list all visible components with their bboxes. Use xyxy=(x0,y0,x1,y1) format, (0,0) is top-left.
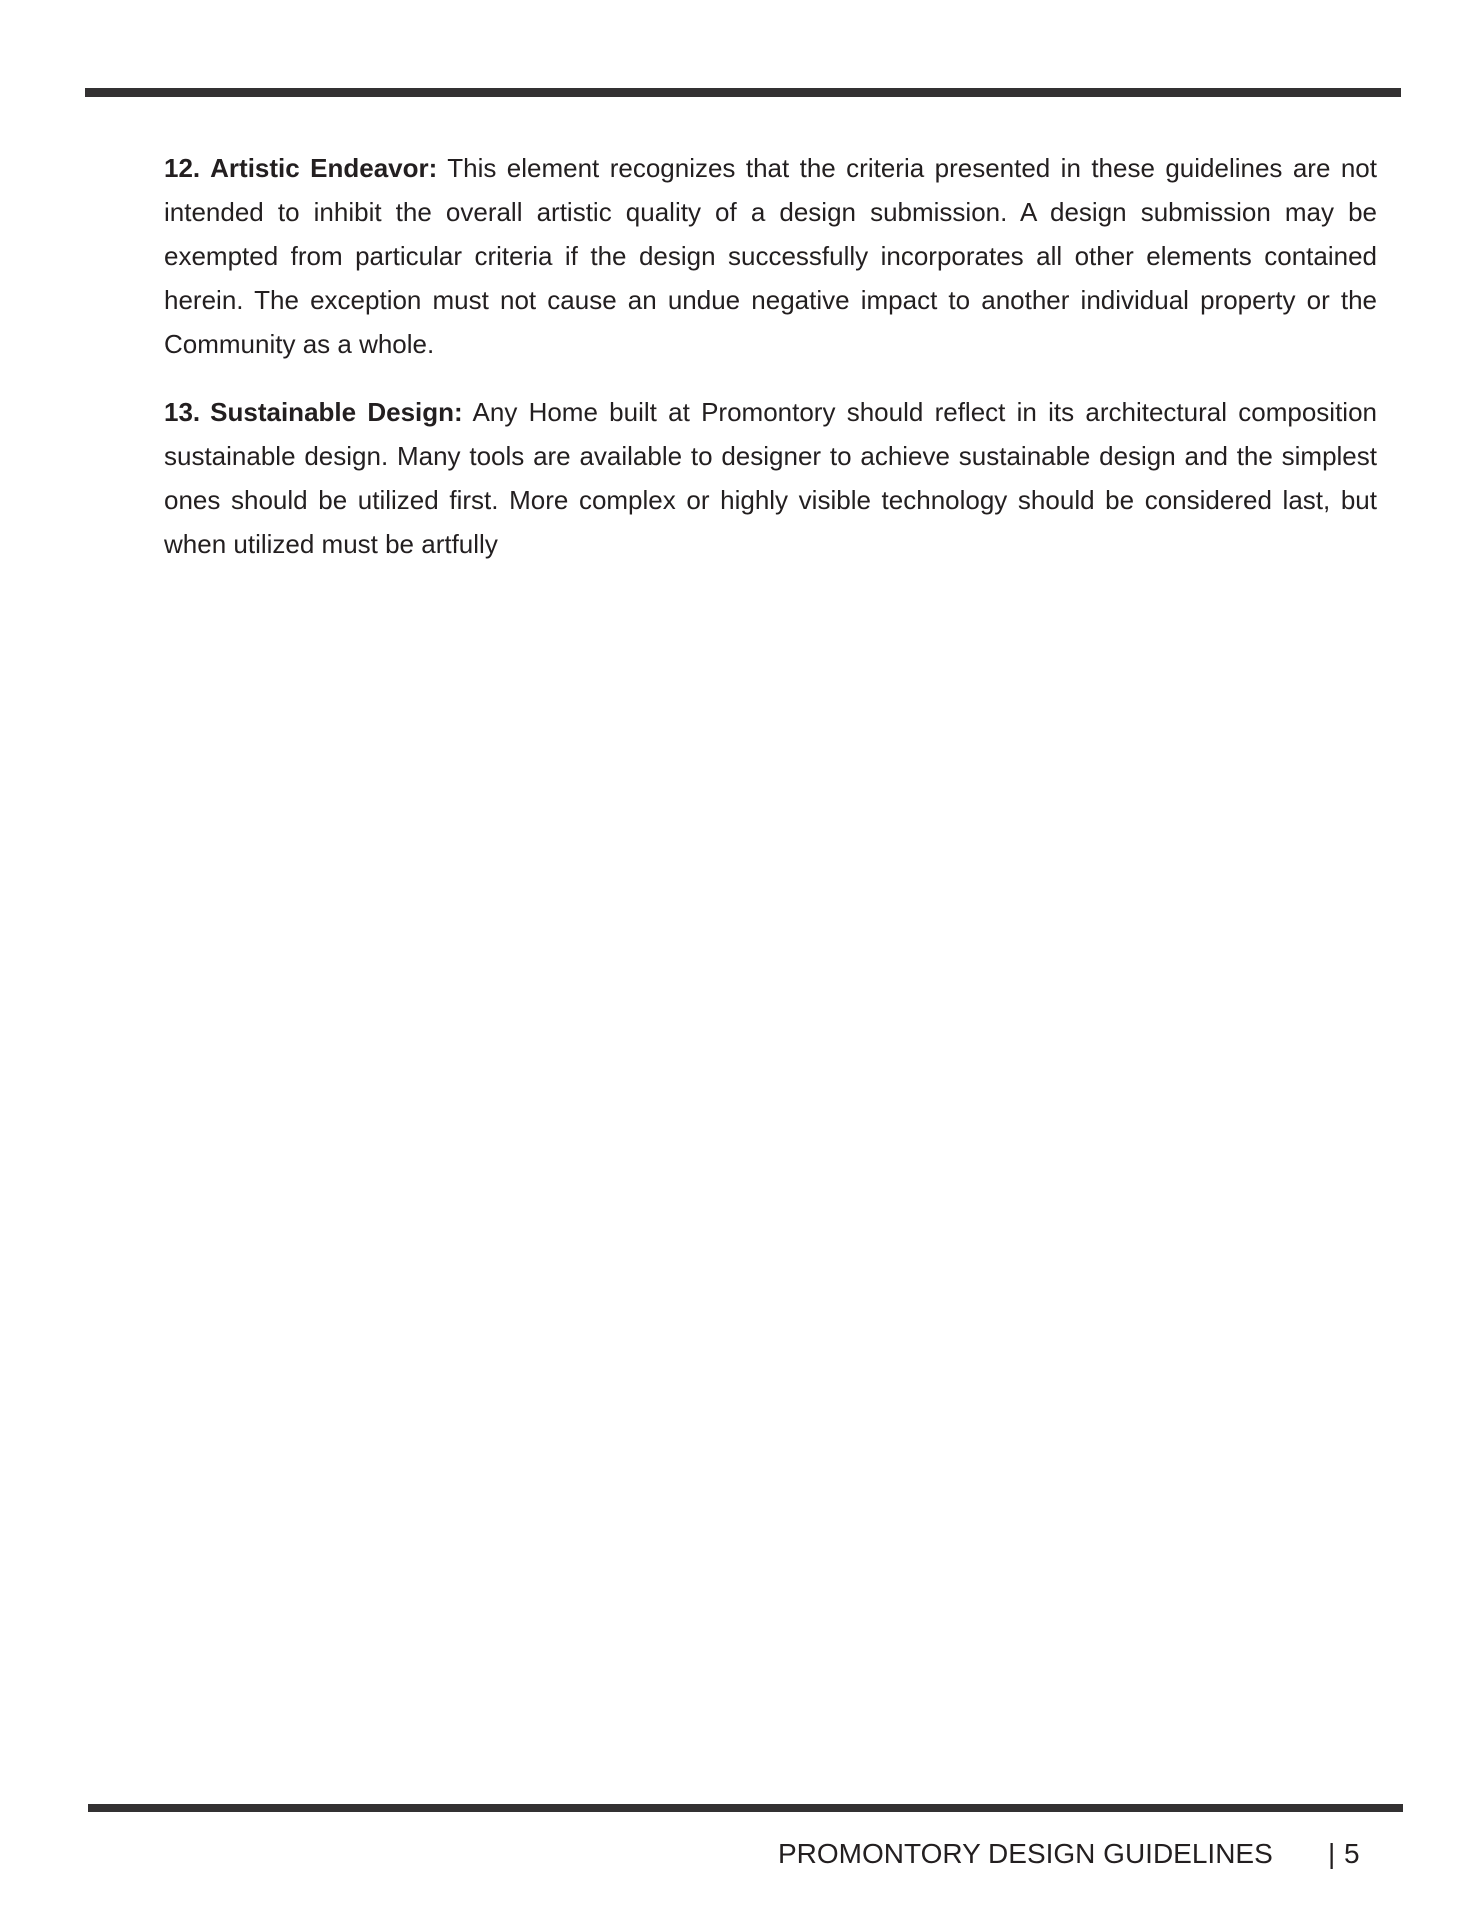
section-number: 12. xyxy=(164,153,201,183)
page-number: 5 xyxy=(1344,1838,1360,1869)
bottom-rule xyxy=(88,1804,1403,1812)
section-body: Any Home built at Promontory should reflect in its architectural composition sustainable design. Many tools are available to designer to achieve sustainable design and the simplest ones should be utilized first. More complex or highly visible technology should be considered last, but when utilized must be artfully xyxy=(164,397,1377,559)
section-number: 13. xyxy=(164,397,201,427)
section-heading: Artistic Endeavor: xyxy=(210,153,438,183)
section-heading: Sustainable Design: xyxy=(210,397,463,427)
section-artistic-endeavor xyxy=(164,146,1377,366)
footer-title: PROMONTORY DESIGN GUIDELINES xyxy=(778,1838,1273,1869)
document-body xyxy=(164,146,1377,590)
top-rule xyxy=(85,88,1401,97)
section-body: This element recognizes that the criteria presented in these guidelines are not intended to inhibit the overall artistic quality of a design submission. A design submission may be exempted from particular criteria if the design successfully incorporates all other elements contained herein. The exception must not cause an undue negative impact to another individual property or the Community as a whole. xyxy=(164,153,1377,359)
section-sustainable-design xyxy=(164,390,1377,566)
page-footer xyxy=(760,1834,1370,1874)
footer-separator: | xyxy=(1328,1838,1336,1869)
